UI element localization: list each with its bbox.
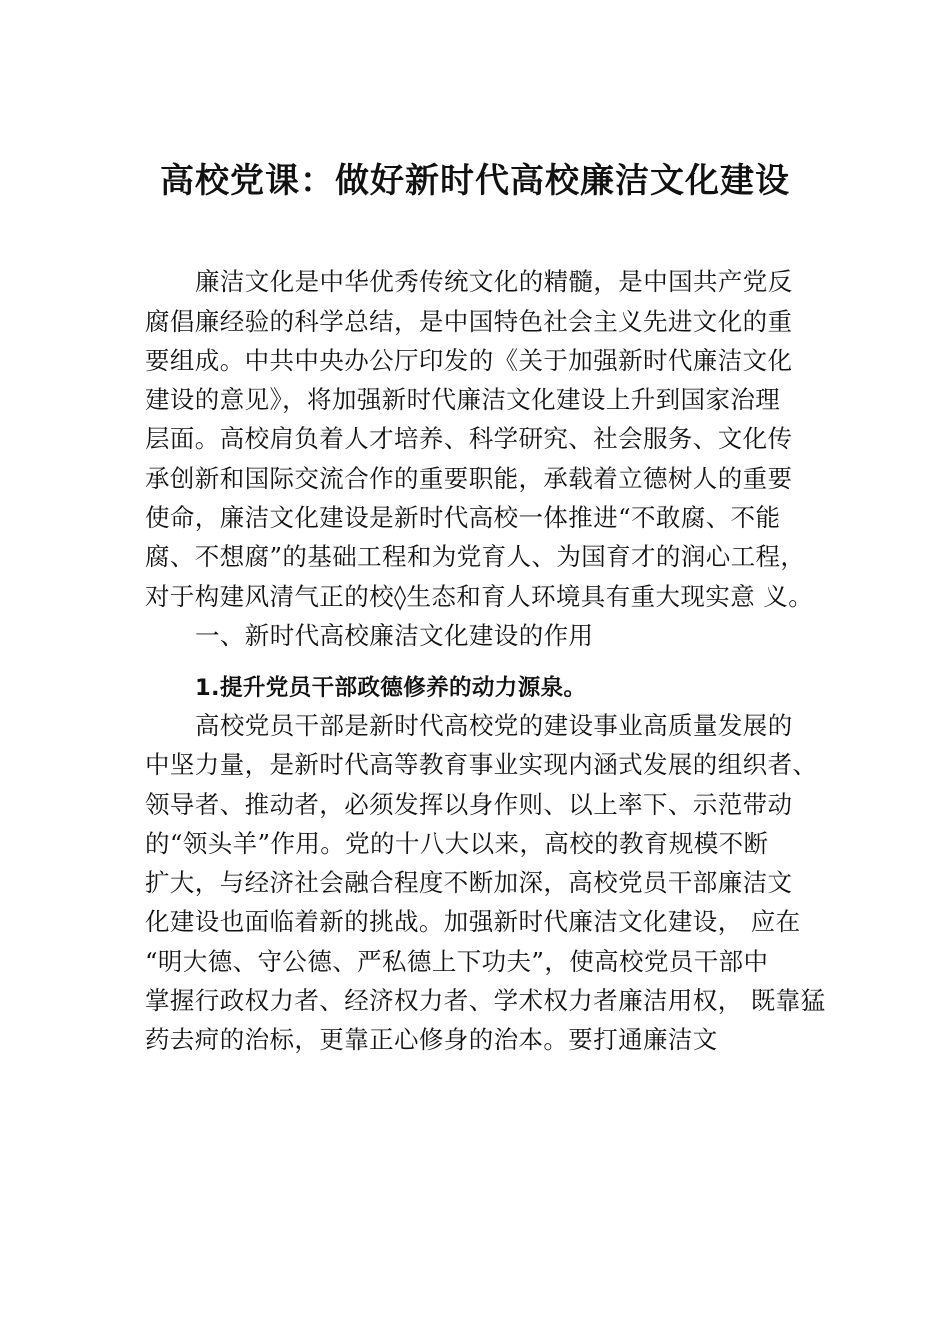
subheading: 1.提升党员干部政德修养的动力源泉。 [195, 675, 587, 701]
paragraph-2-line-7: “明大德、守公德、严私德上下功夫”，使高校党员干部中 [145, 947, 769, 976]
paragraph-2-line-6: 化建设也面临着新的挑战。加强新时代廉洁文化建设， 应在 [145, 907, 801, 936]
page-title: 高校党课：做好新时代高校廉洁文化建设 [160, 161, 790, 201]
paragraph-1-line-5: 层面。高校肩负着人才培养、科学研究、社会服务、文化传 [145, 424, 793, 453]
paragraph-2-line-1: 高校党员干部是新时代高校党的建设事业高质量发展的 [195, 711, 793, 740]
paragraph-2-line-8: 掌握行政权力者、经济权力者、学术权力者廉洁用权， 既靠猛 [145, 986, 826, 1015]
paragraph-1-line-8: 腐、不想腐”的基础工程和为党育人、为国育才的润心工程， [145, 542, 806, 571]
paragraph-1-line-9: 对于构建风清气正的校◊生态和育人环境具有重大现实意 义。 [145, 582, 814, 611]
paragraph-2-line-2: 中坚力量，是新时代高等教育事业实现内涵式发展的组织者、 [145, 750, 818, 779]
paragraph-2-line-9: 药去疴的治标，更靠正心修身的治本。要打通廉洁文 [145, 1025, 718, 1054]
paragraph-2-line-3: 领导者、推动者，必须发挥以身作则、以上率下、示范带动 [145, 790, 793, 819]
paragraph-1-line-1: 廉洁文化是中华优秀传统文化的精髓，是中国共产党反 [195, 267, 793, 296]
paragraph-2-line-5: 扩大，与经济社会融合程度不断加深，高校党员干部廉洁文 [145, 868, 793, 897]
paragraph-1-line-6: 承创新和国际交流合作的重要职能，承载着立德树人的重要 [145, 464, 793, 493]
paragraph-1-line-2: 腐倡廉经验的科学总结，是中国特色社会主义先进文化的重 [145, 307, 793, 336]
paragraph-2-line-4: 的“领头羊”作用。党的十八大以来，高校的教育规模不断 [145, 829, 769, 858]
section-heading: 一、新时代高校廉洁文化建设的作用 [195, 621, 594, 650]
paragraph-1-line-4: 建设的意见》，将加强新时代廉洁文化建设上升到国家治理 [145, 385, 781, 414]
paragraph-1-line-7: 使命，廉洁文化建设是新时代高校一体推进“不敢腐、不能 [145, 503, 781, 532]
paragraph-1-line-3: 要组成。中共中央办公厅印发的《关于加强新时代廉洁文化 [145, 346, 793, 375]
